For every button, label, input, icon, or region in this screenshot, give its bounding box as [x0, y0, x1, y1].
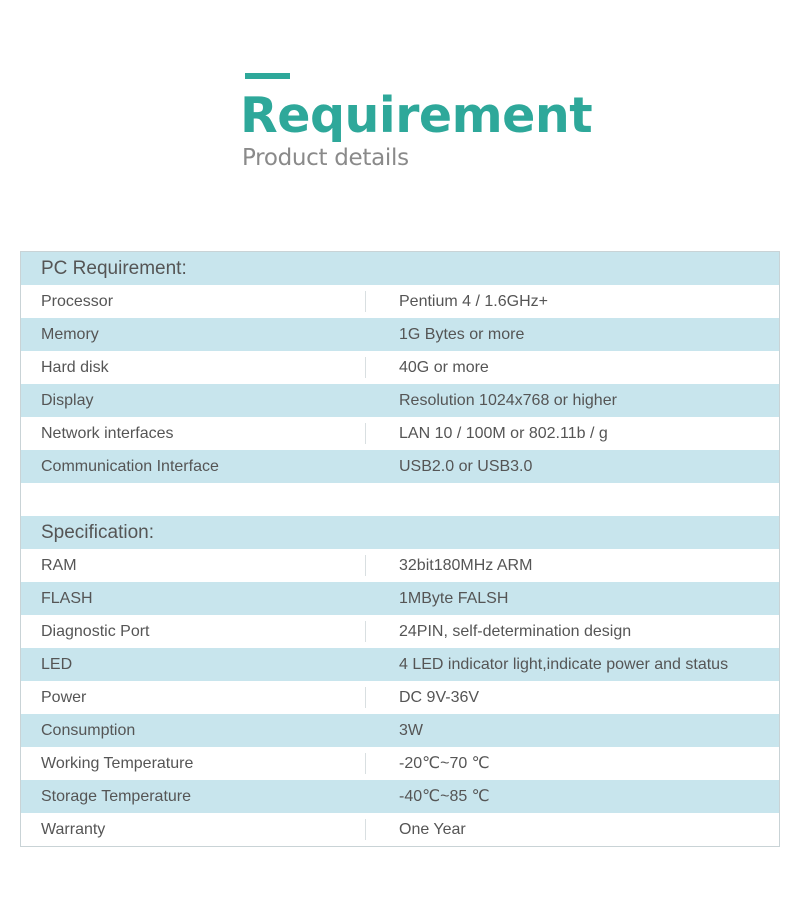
row-value: 1MByte FALSH: [399, 590, 509, 607]
table-row: [21, 417, 779, 450]
row-label: Consumption: [41, 722, 136, 739]
row-value: USB2.0 or USB3.0: [399, 458, 533, 475]
page-title: Requirement: [240, 87, 593, 144]
title-accent-bar: [245, 73, 290, 79]
column-divider: [365, 555, 366, 576]
section-title: Specification:: [41, 522, 155, 543]
row-value: 24PIN, self-determination design: [399, 623, 632, 640]
row-label: Warranty: [41, 821, 106, 838]
row-label: Hard disk: [41, 359, 109, 376]
row-value: LAN 10 / 100M or 802.11b / g: [399, 425, 608, 442]
row-label: Diagnostic Port: [41, 623, 150, 640]
table-row: [21, 681, 779, 714]
row-value: 32bit180MHz ARM: [399, 557, 533, 574]
table-row: [21, 549, 779, 582]
column-divider: [365, 687, 366, 708]
table-row: [21, 450, 779, 483]
table-row: [21, 384, 779, 417]
table-row: [21, 714, 779, 747]
row-label: Power: [41, 689, 87, 706]
column-divider: [365, 753, 366, 774]
row-value: 40G or more: [399, 359, 489, 376]
section-header-pc-requirement: [21, 252, 779, 285]
row-value: -40℃~85 ℃: [399, 788, 490, 805]
table-row: [21, 351, 779, 384]
row-value: 3W: [399, 722, 423, 739]
column-divider: [365, 291, 366, 312]
row-value: Resolution 1024x768 or higher: [399, 392, 617, 409]
row-label: Processor: [41, 293, 114, 310]
row-label: RAM: [41, 557, 77, 574]
section-spacer: [21, 483, 779, 516]
row-label: Network interfaces: [41, 425, 174, 442]
column-divider: [365, 357, 366, 378]
row-value: One Year: [399, 821, 466, 838]
table-row: [21, 615, 779, 648]
row-label: Display: [41, 392, 94, 409]
table-row: [21, 318, 779, 351]
row-value: Pentium 4 / 1.6GHz+: [399, 293, 548, 310]
row-label: Memory: [41, 326, 99, 343]
table-row: [21, 747, 779, 780]
table-row: [21, 813, 779, 846]
row-label: Communication Interface: [41, 458, 219, 475]
row-label: Working Temperature: [41, 755, 194, 772]
section-header-specification: [21, 516, 779, 549]
column-divider: [365, 423, 366, 444]
section-title: PC Requirement:: [41, 258, 187, 279]
requirements-table: [20, 251, 780, 847]
row-label: Storage Temperature: [41, 788, 192, 805]
row-value: 1G Bytes or more: [399, 326, 525, 343]
table-row: [21, 582, 779, 615]
table-row: [21, 780, 779, 813]
page-subtitle: Product details: [242, 145, 409, 171]
table-row: [21, 648, 779, 681]
row-value: DC 9V-36V: [399, 689, 480, 706]
table-row: [21, 285, 779, 318]
column-divider: [365, 819, 366, 840]
row-label: LED: [41, 656, 73, 673]
row-value: -20℃~70 ℃: [399, 755, 490, 772]
column-divider: [365, 621, 366, 642]
row-value: 4 LED indicator light,indicate power and status: [399, 656, 729, 673]
row-label: FLASH: [41, 590, 93, 607]
